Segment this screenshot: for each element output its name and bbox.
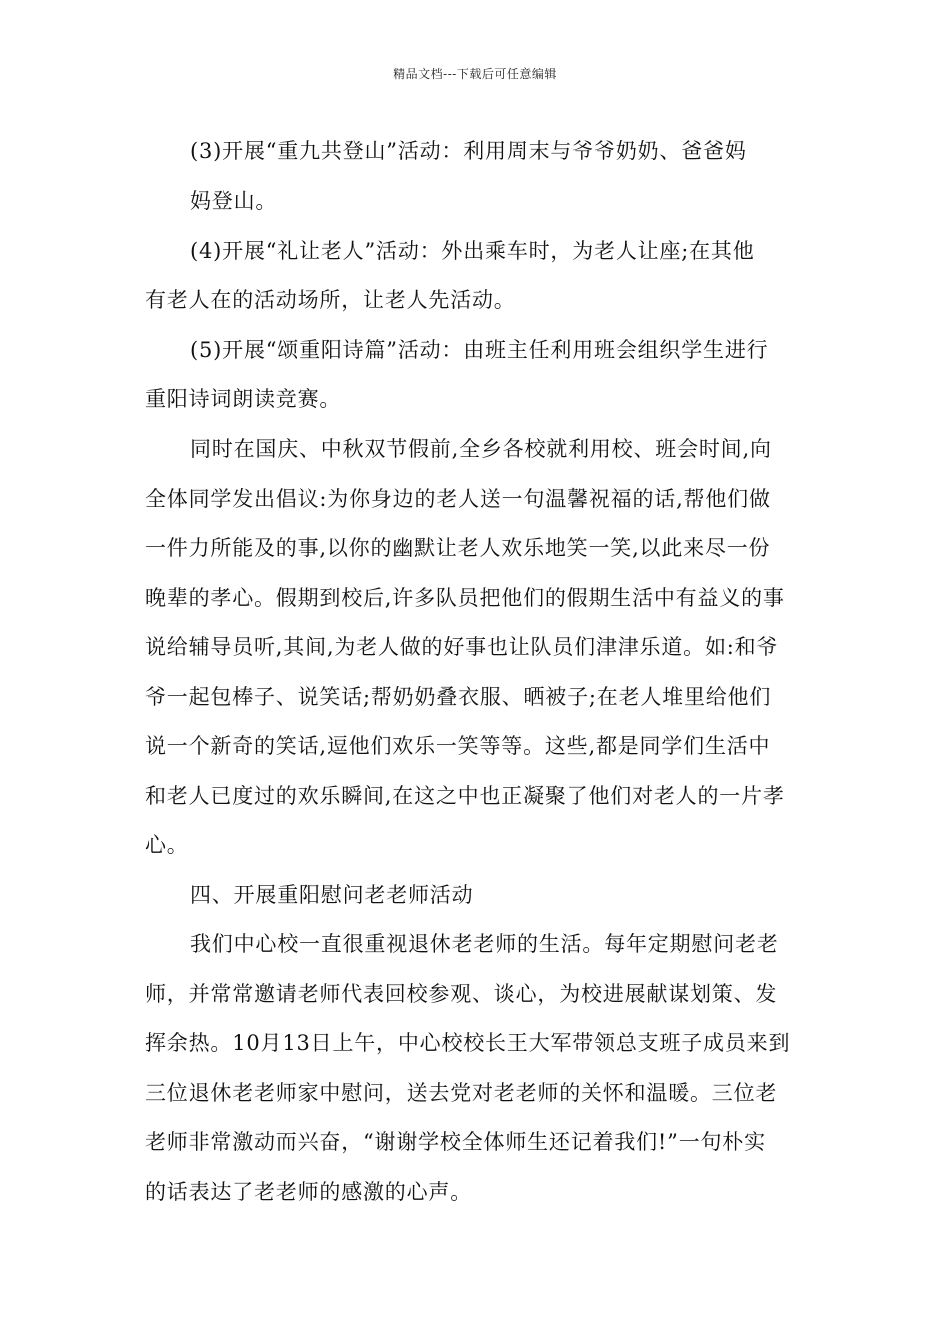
text-line: 晚辈的孝心。假期到校后,许多队员把他们的假期生活中有益义的事 — [145, 586, 785, 610]
text-line: 心。 — [145, 833, 189, 857]
text-line: (3)开展“重九共登山”活动：利用周末与爷爷奶奶、爸爸妈 — [190, 139, 747, 163]
text-line: 爷一起包棒子、说笑话;帮奶奶叠衣服、晒被子;在老人堆里给他们 — [145, 685, 772, 709]
text-line: 老师非常激动而兴奋，“谢谢学校全体师生还记着我们!”一句朴实 — [145, 1130, 766, 1154]
text-line: 妈登山。 — [190, 189, 278, 213]
text-line: 和老人已度过的欢乐瞬间,在这之中也正凝聚了他们对老人的一片孝 — [145, 784, 785, 808]
text-line: 重阳诗词朗读竞赛。 — [145, 387, 342, 411]
text-line: 我们中心校一直很重视退休老老师的生活。每年定期慰问老老 — [190, 932, 779, 956]
text-line: 的话表达了老老师的感激的心声。 — [145, 1180, 472, 1204]
text-line: 师，并常常邀请老师代表回校参观、谈心，为校进展献谋划策、发 — [145, 982, 778, 1006]
text-line: 一件力所能及的事,以你的幽默让老人欢乐地笑一笑,以此来尽一份 — [145, 536, 771, 560]
text-line: 说一个新奇的笑话,逗他们欢乐一笑等等。这些,都是同学们生活中 — [145, 734, 771, 758]
text-line: 有老人在的活动场所，让老人先活动。 — [145, 288, 516, 312]
text-line: (4)开展“礼让老人”活动：外出乘车时，为老人让座;在其他 — [190, 239, 755, 263]
text-line: 挥余热。10月13日上午，中心校校长王大军带领总支班子成员来到 — [145, 1031, 791, 1055]
text-line: 同时在国庆、中秋双节假前,全乡各校就利用校、班会时间,向 — [190, 437, 772, 461]
text-line: (5)开展“颂重阳诗篇”活动：由班主任利用班会组织学生进行 — [190, 338, 769, 362]
text-line: 全体同学发出倡议:为你身边的老人送一句温馨祝福的话,帮他们做 — [145, 487, 771, 511]
text-line: 说给辅导员听,其间,为老人做的好事也让队员们津津乐道。如:和爷 — [145, 635, 779, 659]
text-line: 三位退休老老师家中慰问，送去党对老老师的关怀和温暖。三位老 — [145, 1081, 778, 1105]
page-header: 精品文档---下载后可任意编辑 — [393, 67, 557, 81]
section-heading: 四、开展重阳慰问老老师活动 — [190, 883, 474, 907]
